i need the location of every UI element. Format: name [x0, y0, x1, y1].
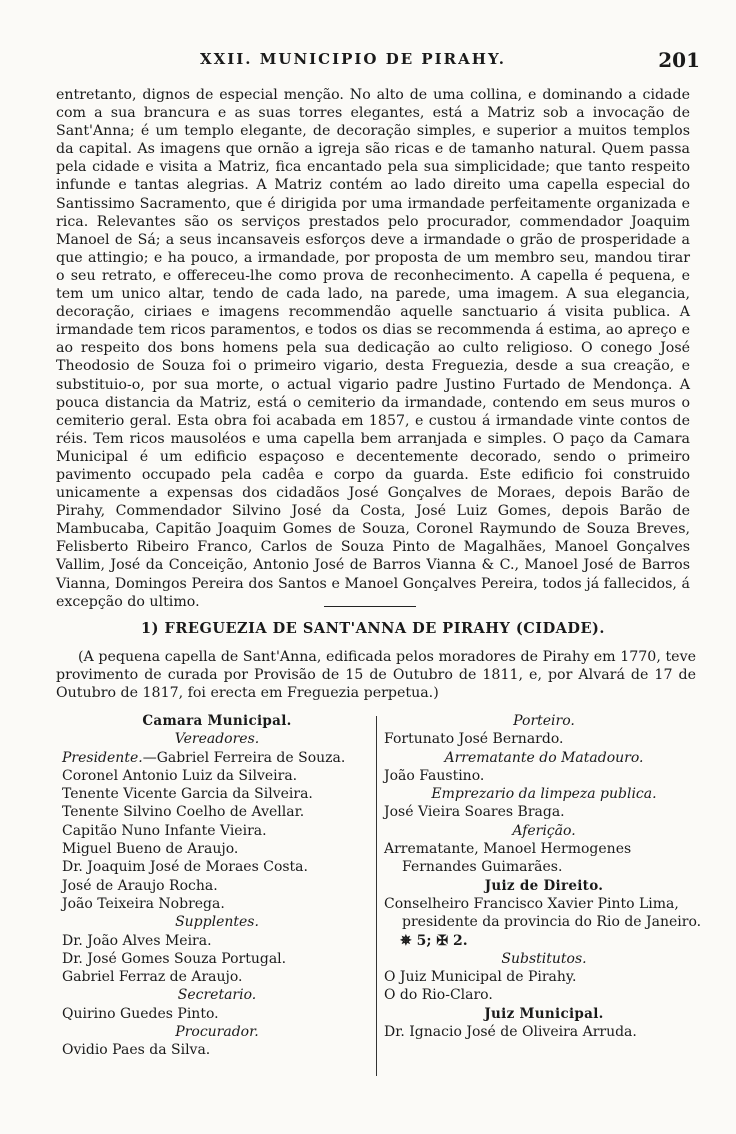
page-number: 201	[658, 48, 700, 72]
substitutos-heading: Substitutos.	[501, 950, 587, 967]
section-note	[56, 648, 696, 702]
vereadores-heading: Vereadores.	[174, 731, 260, 748]
matadouro-heading: Arrematante do Matadouro.	[444, 749, 644, 766]
vereador-item: Miguel Bueno de Araujo.	[62, 841, 239, 858]
supplentes-heading: Supplentes.	[175, 914, 259, 931]
page-header	[40, 48, 700, 78]
vereador-item: José de Araujo Rocha.	[62, 877, 218, 894]
vereador-item: Dr. Joaquim José de Moraes Costa.	[62, 859, 308, 876]
section-divider	[324, 606, 416, 607]
procurador-heading: Procurador.	[175, 1024, 259, 1041]
porteiro-name: Fortunato José Bernardo.	[384, 731, 564, 748]
juiz-municipal-name: Dr. Ignacio José de Oliveira Arruda.	[384, 1024, 637, 1041]
substituto-item: O do Rio-Claro.	[384, 987, 493, 1004]
section-note-text: (A pequena capella de Sant'Anna, edificada pelos moradores de Pirahy em 1770, teve provimento de curada por Provisão de 15 de Outubro de 1811, e, por Alvará de 17 de Outubro de 1817, foi erecta em Freguezia perpetua.)	[56, 649, 696, 701]
juiz-municipal-heading: Juiz Municipal.	[484, 1005, 604, 1022]
vereador-item: Coronel Antonio Luiz da Silveira.	[62, 767, 298, 784]
vereador-item: João Teixeira Nobrega.	[62, 895, 225, 912]
juiz-direito-heading: Juiz de Direito.	[484, 877, 604, 894]
presidente-entry	[62, 749, 372, 767]
section-title: 1) FREGUEZIA DE SANT'ANNA DE PIRAHY (CIDADE).	[141, 620, 605, 637]
secretario-name: Quirino Guedes Pinto.	[62, 1005, 219, 1022]
matadouro-name: João Faustino.	[384, 767, 485, 784]
camara-heading: Camara Municipal.	[142, 713, 292, 729]
column-separator	[376, 716, 377, 1076]
paragraph-text: entretanto, dignos de especial menção. No alto de uma collina, e dominando a cidade com a sua brancura e as suas torres elegantes, está a Matriz sob a invocação de Sant'Anna; é um templo elegante, de decoração simples, e superior a muitos templos da capital. As imagens que ornão a igreja são ricas e de tamanho natural. Quem passa pela cidade e visita a Matriz, fica encantado pela sua simplicidade; que tanto respeito infunde e tantas alegrias. A Matriz contém ao lado direito uma capella especial do Santissimo Sacramento, que é dirigida por uma irmandade perfeitamente organizada e rica. Relevantes são os serviços prestados pelo procurador, commendador Joaquim Manoel de Sá; a seus incansaveis esforços deve a irmandade o grão de prosperidade a que attingio; e ha pouco, a irmandade, por proposta de um membro seu, mandou tirar o seu retrato, e offereceu-lhe como prova de reconhecimento. A capella é pequena, e tem um unico altar, tendo de cada lado, na parede, uma imagem. A sua elegancia, decoração, ciriaes e imagens recommendão aquelle sanctuario á visita publica. A irmandade tem ricos paramentos, e todos os dias se recommenda á estima, ao apreço e ao respeito dos bons homens pela sua dedicação ao culto religioso. O conego José Theodosio de Souza foi o primeiro vigario, desta Freguezia, desde a sua creação, e substituio-o, por sua morte, o actual vigario padre Justino Furtado de Mendonça. A pouca distancia da Matriz, está o cemiterio da irmandade, contendo em seus muros o cemiterio geral. Esta obra foi acabada em 1857, e custou á irmandade vinte contos de réis. Tem ricos mausoléos e uma capella bem arranjada e simples. O paço da Camara Municipal é um edificio espaçoso e decentemente decorado, sendo o primeiro pavimento occupado pela cadêa e corpo da guarda. Este edificio foi construido unicamente a expensas dos cidadãos José Gonçalves de Moraes, depois Barão de Pirahy, Commendador Silvino José da Costa, José Luiz Gomes, depois Barão de Mambucaba, Capitão Joaquim Gomes de Souza, Coronel Raymundo de Souza Breves, Felisberto Ribeiro Franco, Carlos de Souza Pinto de Magalhães, Manoel Gonçalves Vallim, José da Conceição, Antonio José de Barros Vianna & C., Manoel José de Barros Vianna, Domingos Pereira dos Santos e Manoel Gonçalves Pereira, todos já fallecidos, á excepção do ultimo.	[56, 87, 690, 610]
presidente-label: Presidente.	[62, 749, 143, 766]
limpeza-heading: Emprezario da limpeza publica.	[431, 786, 657, 803]
juiz-direito-name: Conselheiro Francisco Xavier Pinto Lima, presidente da provincia do Rio de Janeiro.	[384, 895, 702, 931]
supplente-item: Gabriel Ferraz de Araujo.	[62, 969, 243, 986]
secretario-heading: Secretario.	[177, 987, 257, 1004]
right-column	[384, 712, 704, 1041]
honors-line: ✵ 5; ✠ 2.	[400, 932, 468, 949]
vereador-item: Tenente Vicente Garcia da Silveira.	[62, 786, 313, 803]
limpeza-name: José Vieira Soares Braga.	[384, 804, 565, 821]
supplente-item: Dr. João Alves Meira.	[62, 932, 212, 949]
left-column	[62, 712, 372, 1060]
afericao-heading: Aferição.	[512, 822, 576, 839]
supplente-item: Dr. José Gomes Souza Portugal.	[62, 950, 287, 967]
main-paragraph	[56, 86, 690, 611]
afericao-name: Arrematante, Manoel Hermogenes Fernandes Guimarães.	[384, 841, 632, 876]
presidente-name: —Gabriel Ferreira de Souza.	[142, 749, 346, 766]
substituto-item: O Juiz Municipal de Pirahy.	[384, 969, 577, 986]
procurador-name: Ovidio Paes da Silva.	[62, 1042, 211, 1059]
vereador-item: Capitão Nuno Infante Vieira.	[62, 822, 267, 839]
vereador-item: Tenente Silvino Coelho de Avellar.	[62, 804, 305, 821]
porteiro-heading: Porteiro.	[513, 713, 575, 729]
running-title: XXII. MUNICIPIO DE PIRAHY.	[200, 50, 506, 68]
